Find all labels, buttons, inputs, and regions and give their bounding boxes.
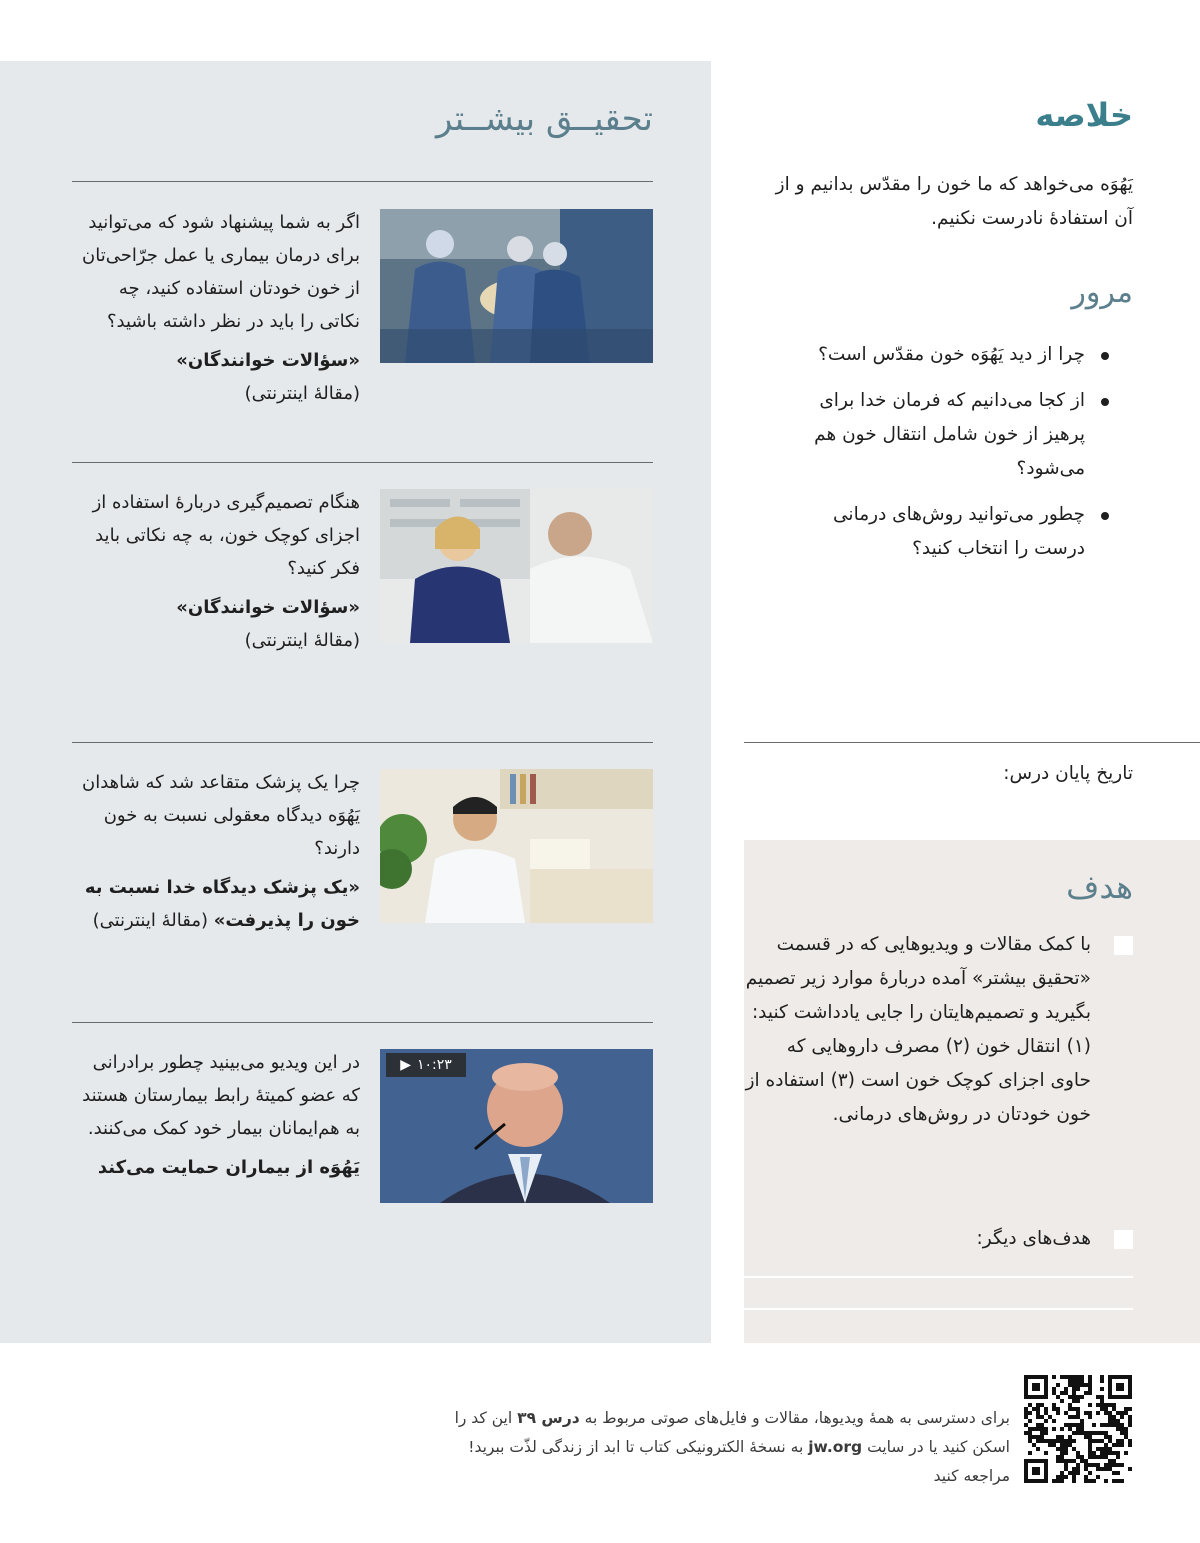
footer-text-3: به نسخهٔ الکترونیکی کتاب تا ابد از زندگی لذّت ببرید! مراجعه کنید: [468, 1438, 1010, 1485]
goal-item: [741, 1222, 1133, 1256]
research-divider: [72, 1022, 653, 1023]
research-title: تحقیــق بیشــتر: [436, 99, 653, 139]
research-panel: [0, 61, 711, 1343]
research-question: چرا یک پزشک متقاعد شد که شاهدان یَهُوَه دیدگاه معقولی نسبت به خون دارند؟: [82, 772, 360, 859]
goal-box: [744, 840, 1200, 1343]
writing-line[interactable]: [744, 1308, 1133, 1310]
research-item: [82, 206, 360, 410]
research-link-note: (مقالهٔ اینترنتی): [92, 910, 208, 931]
footer-lesson: درس ۳۹: [517, 1409, 580, 1427]
research-item: [82, 766, 360, 937]
research-link[interactable]: [82, 871, 360, 937]
research-link[interactable]: [82, 591, 360, 657]
research-link[interactable]: [82, 344, 360, 410]
research-link-note: (مقالهٔ اینترنتی): [244, 630, 360, 651]
summary-text: یَهُوَه می‌خواهد که ما خون را مقدّس بدانیم و از آن استفادهٔ نادرست نکنیم.: [775, 174, 1133, 229]
goal-checkbox[interactable]: [1114, 936, 1133, 955]
research-link-note: (مقالهٔ اینترنتی): [244, 383, 360, 404]
footer-site-link[interactable]: jw.org: [808, 1438, 863, 1456]
research-link-title[interactable]: «یک پزشک دیدگاه خدا نسبت به خون را پذیرفت»: [84, 877, 360, 931]
goal-item: [741, 928, 1133, 1132]
research-divider: [72, 181, 653, 182]
other-goals-label: هدف‌های دیگر:: [976, 1228, 1091, 1249]
research-link[interactable]: [82, 1151, 360, 1184]
other-goals-checkbox[interactable]: [1114, 1230, 1133, 1249]
surgery-photo[interactable]: [380, 209, 653, 363]
research-question: هنگام تصمیم‌گیری دربارهٔ استفاده از اجزای کوچک خون، به چه نکاتی باید فکر کنید؟: [92, 492, 360, 579]
research-divider: [72, 742, 653, 743]
research-link-title[interactable]: «سؤالات خوانندگان»: [176, 350, 360, 371]
research-link-title[interactable]: یَهُوَه از بیماران حمایت می‌کند: [97, 1157, 360, 1178]
review-item: چطور می‌توانید روش‌های درمانی درست را انتخاب کنید؟: [783, 498, 1133, 566]
review-list: [783, 338, 1133, 578]
doctor-consultation-photo[interactable]: [380, 489, 653, 643]
date-divider: [744, 742, 1200, 743]
completion-date-label: تاریخ پایان درس:: [1003, 763, 1133, 784]
video-duration-badge[interactable]: [386, 1053, 466, 1077]
play-icon[interactable]: ▶: [400, 1057, 411, 1073]
writing-line[interactable]: [744, 1276, 1133, 1278]
footer-text: [450, 1404, 1010, 1491]
research-item: [82, 1046, 360, 1184]
goal-text: با کمک مقالات و ویدیوهایی که در قسمت «تحقیق بیشتر» آمده دربارهٔ موارد زیر تصمیم بگیرید و تصمیم‌هایتان را جایی یادداشت کنید: (۱) انتقال خون (۲) مصرف داروهایی که حاوی اجزای کوچک خون است (۳) استفاده از خون خودتان در روش‌های درمانی.: [745, 934, 1091, 1125]
footer-text-2: این کد را اسکن کنید یا در سایت: [454, 1409, 1010, 1456]
research-question: در این ویدیو می‌بینید چطور برادرانی که عضو کمیتهٔ رابط بیمارستان هستند به هم‌ایمانان بیمار خود کمک می‌کنند.: [82, 1052, 360, 1139]
research-link-title[interactable]: «سؤالات خوانندگان»: [176, 597, 360, 618]
review-item: از کجا می‌دانیم که فرمان خدا برای پرهیز از خون شامل انتقال خون هم می‌شود؟: [783, 384, 1133, 486]
goal-title: هدف: [1066, 868, 1133, 906]
research-question: اگر به شما پیشنهاد شود که می‌توانید برای درمان بیماری یا عمل جرّاحی‌تان از خون خودتان استفاده کنید، چه نکاتی را باید در نظر داشته باشید؟: [82, 212, 360, 332]
summary-title: خلاصه: [1035, 96, 1133, 134]
video-duration: ۱۰:۲۳: [416, 1057, 452, 1073]
research-item: [82, 486, 360, 657]
retired-doctor-photo[interactable]: [380, 769, 653, 923]
review-title: مرور: [1071, 275, 1133, 310]
research-divider: [72, 462, 653, 463]
qr-code[interactable]: [1024, 1375, 1132, 1483]
video-thumbnail[interactable]: [380, 1049, 653, 1203]
review-item: چرا از دید یَهُوَه خون مقدّس است؟: [783, 338, 1133, 372]
footer-text-1: برای دسترسی به همهٔ ویدیوها، مقالات و فایل‌های صوتی مربوط به: [584, 1409, 1010, 1427]
